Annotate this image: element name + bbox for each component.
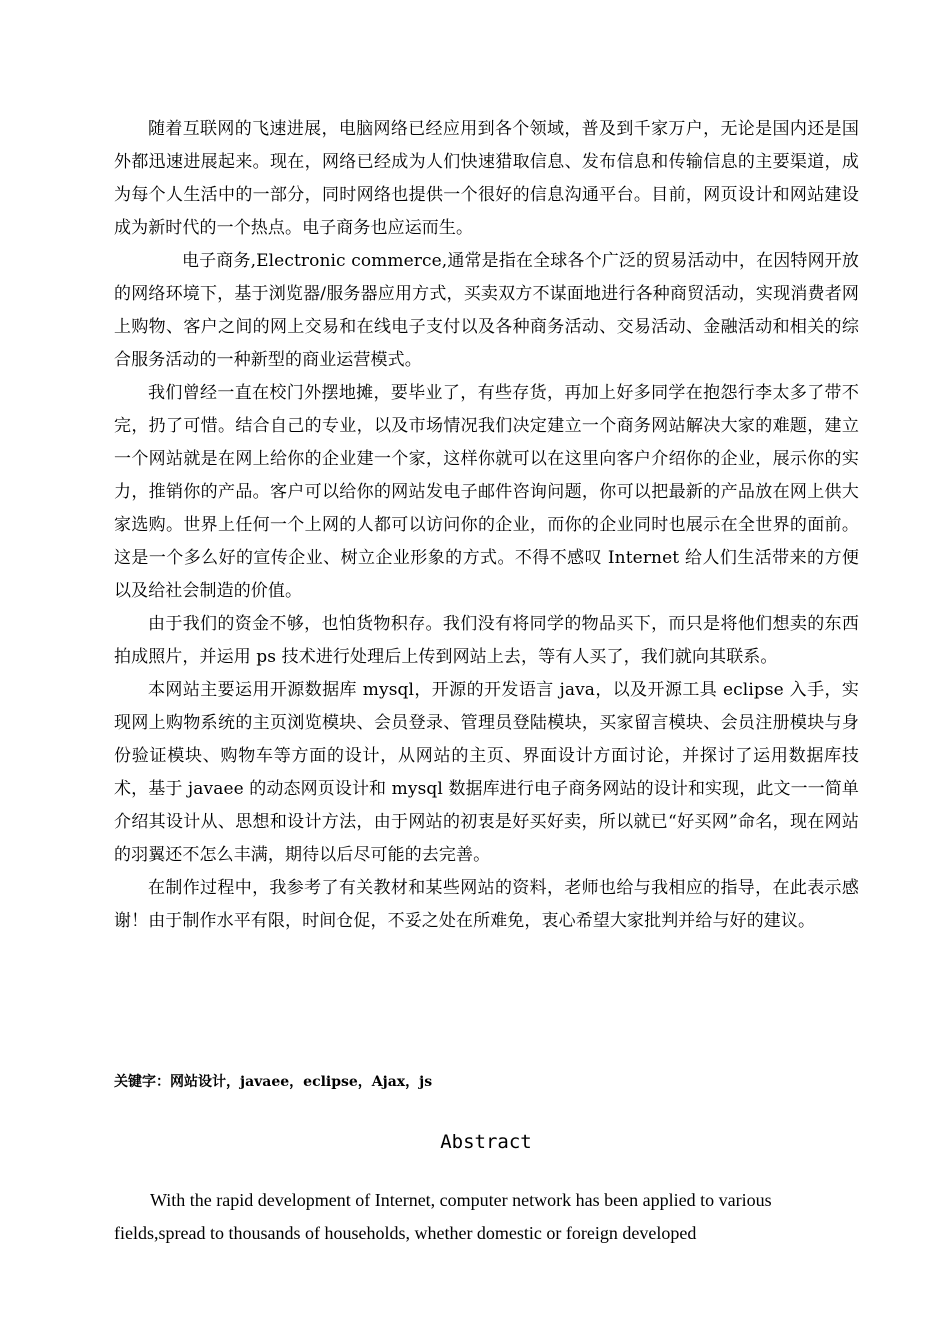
keywords-line: 关键字：网站设计，javaee，eclipse，Ajax，js — [114, 1074, 433, 1090]
paragraph-ecommerce-definition: 电子商务,Electronic commerce,通常是指在全球各个广泛的贸易活动中，在因特网开放的网络环境下，基于浏览器/服务器应用方式，买卖双方不谋面地进行各种商贸活动，实现消费者网上购物、客户之间的网上交易和在线电子支付以及各种商务活动、交易活动、金融活动和相关的综合服务活动的一种新型的商业运营模式。 — [114, 251, 859, 370]
abstract-body — [114, 1184, 859, 1250]
body-text — [114, 113, 859, 938]
paragraph-funding: 由于我们的资金不够，也怕货物积存。我们没有将同学的物品买下，而只是将他们想卖的东西拍成照片，并运用 ps 技术进行处理后上传到网站上去，等有人买了，我们就向其联系。 — [114, 614, 859, 667]
paragraph-acknowledgement: 在制作过程中，我参考了有关教材和某些网站的资料，老师也给与我相应的指导，在此表示感谢！由于制作水平有限，时间仓促，不妥之处在所难免，衷心希望大家批判并给与好的建议。 — [114, 878, 859, 931]
abstract-heading: Abstract — [440, 1131, 532, 1153]
paragraph-technology: 本网站主要运用开源数据库 mysql，开源的开发语言 java，以及开源工具 eclipse 入手，实现网上购物系统的主页浏览模块、会员登录、管理员登陆模块，买家留言模块、会员注册模块与身份验证模块、购物车等方面的设计，从网站的主页、界面设计方面讨论，并探讨了运用数据库技术，基于 javaee 的动态网页设计和 mysql 数据库进行电子商务网站的设计和实现，此文一一简单介绍其设计从、思想和设计方法，由于网站的初衷是好买好卖，所以就已“好买网”命名，现在网站的羽翼还不怎么丰满，期待以后尽可能的去完善。 — [114, 680, 859, 865]
abstract-paragraph: With the rapid development of Internet, computer network has been applied to various fields,spread to thousands of households, whether domestic or foreign developed — [114, 1190, 772, 1243]
paragraph-intro: 随着互联网的飞速进展，电脑网络已经应用到各个领域，普及到千家万户，无论是国内还是国外都迅速进展起来。现在，网络已经成为人们快速猎取信息、发布信息和传输信息的主要渠道，成为每个人生活中的一部分，同时网络也提供一个很好的信息沟通平台。目前，网页设计和网站建设成为新时代的一个热点。电子商务也应运而生。 — [114, 119, 859, 238]
paragraph-motivation: 我们曾经一直在校门外摆地摊，要毕业了，有些存货，再加上好多同学在抱怨行李太多了带不完，扔了可惜。结合自己的专业，以及市场情况我们决定建立一个商务网站解决大家的难题，建立一个网站就是在网上给你的企业建一个家，这样你就可以在这里向客户介绍你的企业，展示你的实力，推销你的产品。客户可以给你的网站发电子邮件咨询问题，你可以把最新的产品放在网上供大家选购。世界上任何一个上网的人都可以访问你的企业，而你的企业同时也展示在全世界的面前。这是一个多么好的宣传企业、树立企业形象的方式。不得不感叹 Internet 给人们生活带来的方便以及给社会制造的价值。 — [114, 383, 859, 601]
